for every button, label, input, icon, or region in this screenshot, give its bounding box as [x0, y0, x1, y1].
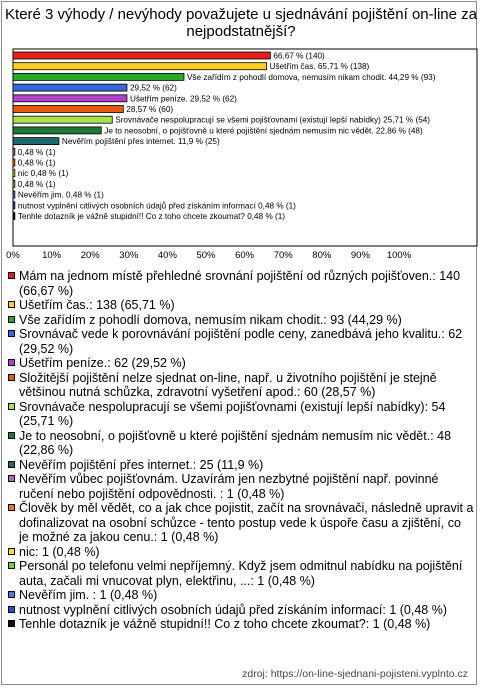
legend-swatch: [8, 461, 15, 468]
legend-swatch: [8, 374, 15, 381]
bar-label: 0,48 % (1): [17, 147, 56, 157]
legend-label: Personál po telefonu velmi nepříjemný. Když jsem odmitnul nabídku na pojištění auta, začali mi vnucovat plyn, elektřinu, ...: 1 (0,48 %): [19, 559, 463, 588]
legend-item: [8, 356, 474, 371]
bar-label: Ušetřím čas. 65,71 % (138): [269, 62, 370, 72]
legend-label: Ušetřím peníze.: 62 (29,52 %): [19, 356, 186, 370]
chart-legend: [8, 269, 474, 632]
legend-swatch: [8, 272, 15, 279]
legend-swatch: [8, 504, 15, 511]
bar-label: Ušetřím peníze. 29,52 % (62): [129, 94, 237, 104]
legend-label: Tenhle dotazník je vážně stupidní!! Co z toho chcete zkoumat?: 1 (0,48 %): [19, 617, 431, 631]
legend-label: Složitější pojištění nelze sjednat on-line, např. u životního pojištění je stejně většinou nutná schůzka, zdravotní vyšetření apod.: 60 (28,57 %): [19, 370, 437, 399]
bar: [13, 202, 15, 209]
legend-item: [8, 545, 474, 560]
legend-label: Nevěřím pojištění přes internet.: 25 (11,9 %): [19, 457, 264, 472]
bar: [13, 213, 15, 220]
legend-item: [8, 429, 474, 458]
legend-label: Nevěřím vůbec pojišťovnám. Uzavírám jen nezbytné pojištění např. povinné ručení nebo pojištění odpovědnosti. : 1 (0,48 %): [19, 472, 439, 501]
legend-swatch: [8, 359, 15, 366]
bar: [13, 116, 112, 123]
x-tick-label: 40%: [157, 250, 177, 261]
bar: [13, 73, 184, 80]
x-tick-label: 0%: [6, 250, 20, 261]
bar-label: 66,67 % (140): [273, 51, 325, 61]
bar: [13, 191, 15, 198]
x-tick-label: 90%: [350, 250, 370, 261]
legend-item: [8, 371, 474, 400]
legend-label: nic: 1 (0,48 %): [19, 544, 100, 559]
x-tick-label: 70%: [273, 250, 293, 261]
bar-label: 28,57 % (60): [126, 105, 174, 114]
bar: [13, 159, 15, 166]
legend-item: [8, 559, 474, 588]
bar-label: 0,48 % (1): [17, 179, 56, 189]
legend-item: [8, 400, 474, 429]
chart-title: Které 3 výhody / nevýhody považujete u sjednávání pojištění on-line za nejpodstatnější?: [5, 6, 477, 40]
legend-label: Je to neosobní, o pojišťovně u které pojištění sjednám nemusím nic vědět.: 48 (22,86 %): [19, 428, 452, 457]
legend-label: Srovnávače nespolupracují se všemi pojišťovnami (existují lepší nabídky): 54 (25,71 %): [19, 399, 446, 428]
x-tick-label: 100%: [386, 250, 412, 261]
legend-label: Srovnávač vede k porovnávání pojištění podle ceny, zanedbává jeho kvalitu.: 62 (29,52 %): [19, 327, 463, 356]
legend-swatch: [8, 620, 15, 627]
bar: [13, 106, 123, 113]
bar: [13, 170, 15, 177]
legend-item: [8, 458, 474, 473]
bar-label: Vše zařídím z pohodlí domova, nemusím nikam chodit. 44,29 % (93): [186, 72, 436, 82]
legend-swatch: [8, 548, 15, 555]
x-tick-label: 10%: [42, 250, 62, 261]
x-tick-label: 80%: [312, 250, 332, 261]
bar: [13, 138, 59, 145]
x-tick-label: 20%: [80, 250, 100, 261]
legend-label: Ušetřím čas.: 138 (65,71 %): [19, 298, 175, 312]
bar-chart: [2, 2, 480, 262]
bar: [13, 127, 101, 134]
bar: [13, 148, 15, 155]
legend-item: [8, 603, 474, 618]
legend-item: [8, 269, 474, 298]
legend-item: [8, 588, 474, 603]
legend-swatch: [8, 301, 15, 308]
legend-label: Člověk by měl vědět, co a jak chce pojistit, začít na srovnávači, následně upravit a dofinalizovat na osobní schůzce - tento postup vede k úspoře času a zjištění, co je možné za jakou cenu.: 1 (0,48 %): [19, 501, 474, 544]
bar-label: Je to neosobní, o pojišťovně u které pojištění sjednám nemusím nic vědět. 22,86 % (48): [104, 126, 423, 136]
bar-label: 0,48 % (1): [17, 158, 56, 168]
legend-item: [8, 472, 474, 501]
x-tick-label: 30%: [119, 250, 139, 261]
legend-item: [8, 501, 474, 545]
bar: [13, 95, 127, 102]
x-tick-label: 50%: [196, 250, 216, 261]
bar-label: 29,52 % (62): [129, 83, 177, 93]
legend-item: [8, 313, 474, 328]
bar-label: nic 0,48 % (1): [17, 169, 69, 179]
chart-frame: [1, 1, 477, 685]
bar: [13, 63, 267, 70]
legend-label: Vše zařídím z pohodlí domova, nemusím nikam chodit.: 93 (44,29 %): [19, 312, 402, 327]
legend-item: [8, 298, 474, 313]
bar-label: Tenhle dotazník je vážně stupidní!! Co z toho chcete zkoumat? 0,48 % (1): [17, 212, 286, 221]
source-note: zdroj: https://on-line-sjednani-pojisteni.vyplnto.cz: [242, 668, 468, 680]
bar: [13, 180, 15, 187]
legend-label: Mám na jednom místě přehledné srovnání pojištění od různých pojišťoven.: 140 (66,67 %): [19, 269, 461, 298]
legend-label: nutnost vyplnění citlivých osobních údajů před získáním informací: 1 (0,48 %): [19, 602, 447, 617]
legend-label: Nevěřím jim. : 1 (0,48 %): [19, 588, 158, 602]
legend-swatch: [8, 330, 15, 337]
bar: [13, 84, 127, 91]
legend-swatch: [8, 562, 15, 569]
bar-label: Nevěřím pojištění přes internet. 11,9 % (25): [61, 137, 220, 147]
legend-swatch: [8, 591, 15, 598]
legend-swatch: [8, 606, 15, 613]
x-tick-label: 60%: [235, 250, 255, 261]
bar: [13, 52, 270, 59]
legend-swatch: [8, 475, 15, 482]
legend-item: [8, 327, 474, 356]
legend-swatch: [8, 432, 15, 439]
bar-label: Nevěřím jim. 0,48 % (1): [17, 190, 104, 200]
bar-label: nutnost vyplnění citlivých osobních údajů před získáním informací 0,48 % (1): [17, 201, 296, 211]
legend-swatch: [8, 403, 15, 410]
bar-label: Srovnávače nespolupracují se všemi pojišťovnami (existují lepší nabídky) 25,71 % (54): [115, 115, 431, 125]
legend-item: [8, 617, 474, 632]
legend-swatch: [8, 316, 15, 323]
